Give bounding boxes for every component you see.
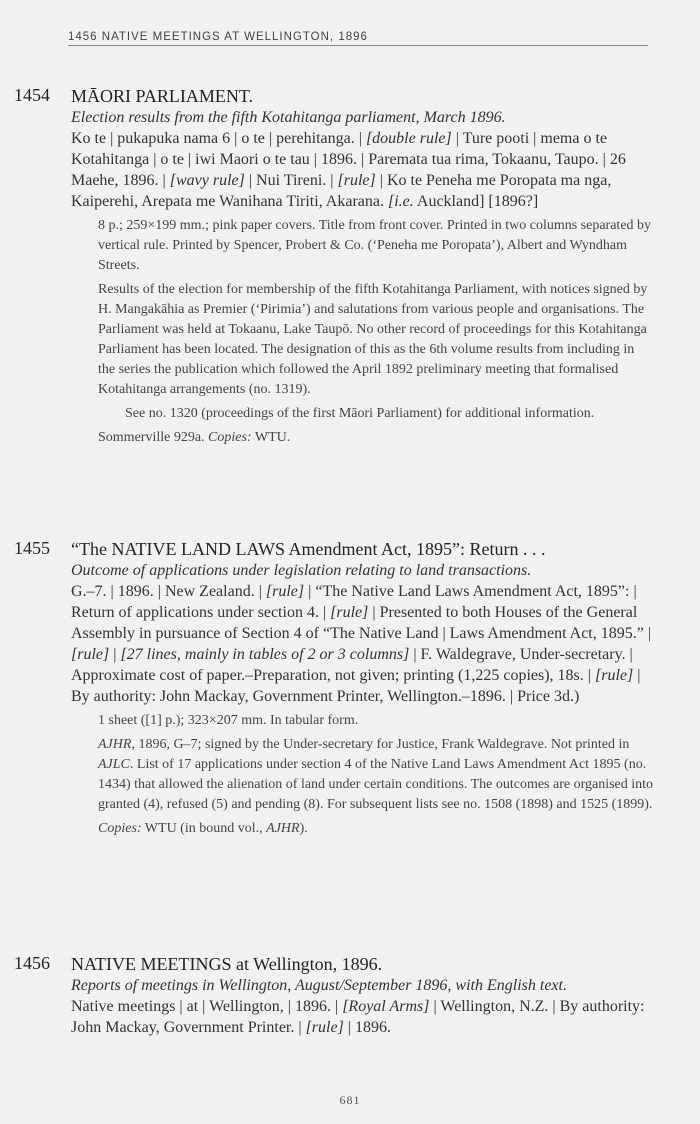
physical-description: 8 p.; 259×199 mm.; pink paper covers. Title from front cover. Printed in two columns separated by vertical rule. Printed by Spencer, Probert & Co. (‘Peneha me Poropata’), Albert and Wyndham Streets.	[98, 218, 652, 273]
entry-notes	[98, 216, 654, 448]
title-transcription: Ko te | pukapuka nama 6 | o te | perehitanga. | [double rule] | Ture pooti | mema o te Kotahitanga | o te | iwi Maori o te tau | 1896. | Paremata tua rima, Tokaanu, Taupo. | 26 Maehe, 1896. | [wavy rule] | Nui Tireni. | [rule] | Ko te Peneha me Poropata ma nga, Kaiperehi, Arepata me Wanihana Tiriti, Akarana. [i.e. Auckland] [1896?]	[71, 130, 626, 210]
title-transcription: Native meetings | at | Wellington, | 1896. | [Royal Arms] | Wellington, N.Z. | By authority: John Mackay, Government Printer. | [rule] | 1896.	[71, 998, 645, 1036]
physical-description: 1 sheet ([1] p.); 323×207 mm. In tabular form.	[98, 713, 359, 728]
entry-number: 1456	[14, 953, 50, 973]
entry-subtitle: Reports of meetings in Wellington, August/September 1896, with English text.	[71, 977, 567, 994]
entry-notes	[98, 711, 654, 839]
entry-1454	[14, 85, 654, 448]
notes-paragraph: Results of the election for membership of the fifth Kotahitanga Parliament, with notices signed by H. Mangakāhia as Premier (‘Pirimia’) and salutations from various people and organisations. The Parliament was held at Tokaanu, Lake Taupō. No other record of proceedings for this Kotahitanga Parliament has been located. The designation of this as the 6th volume results from including in the series the publication which followed the April 1892 preliminary meeting that formalised Kotahitanga arrangements (no. 1319).	[98, 282, 648, 397]
entry-title: NATIVE MEETINGS at Wellington, 1896.	[71, 954, 383, 974]
see-also: See no. 1320 (proceedings of the first Māori Parliament) for additional information.	[125, 406, 595, 421]
running-header: 1456 NATIVE MEETINGS AT WELLINGTON, 1896	[68, 31, 648, 46]
entry-1456	[14, 953, 654, 1038]
copies-line: Copies: WTU (in bound vol., AJHR).	[98, 821, 308, 836]
title-transcription: G.–7. | 1896. | New Zealand. | [rule] | “The Native Land Laws Amendment Act, 1895”: | Return of applications under section 4. | [rule] | Presented to both Houses of the General Assembly in pursuance of Section 4 of “The Native Land | Laws Amendment Act, 1895.” | [rule] | [27 lines, mainly in tables of 2 or 3 columns] | F. Waldegrave, Under-secretary. | Approximate cost of paper.–Preparation, not given; printing (1,225 copies), 18s. | [rule] | By authority: John Mackay, Government Printer, Wellington.–1896. | Price 3d.)	[71, 583, 652, 705]
reference-line: Sommerville 929a. Copies: WTU.	[98, 430, 291, 445]
entry-subtitle: Election results from the fifth Kotahitanga parliament, March 1896.	[71, 109, 506, 126]
entry-1455	[14, 538, 654, 839]
entry-number: 1455	[14, 538, 50, 558]
notes-paragraph: AJHR, 1896, G–7; signed by the Under-secretary for Justice, Frank Waldegrave. Not printed in AJLC. List of 17 applications under section 4 of the Native Land Laws Amendment Act 1895 (no. 1434) that allowed the alienation of land under certain conditions. The outcomes are organised into granted (4), refused (5) and pending (8). For subsequent lists see no. 1508 (1898) and 1525 (1899).	[98, 737, 654, 812]
entry-subtitle: Outcome of applications under legislation relating to land transactions.	[71, 562, 532, 579]
entry-title: “The NATIVE LAND LAWS Amendment Act, 1895”: Return . . .	[71, 539, 546, 559]
entry-title: MĀORI PARLIAMENT.	[71, 86, 254, 106]
entry-number: 1454	[14, 85, 50, 105]
page-number: 681	[339, 1093, 361, 1107]
